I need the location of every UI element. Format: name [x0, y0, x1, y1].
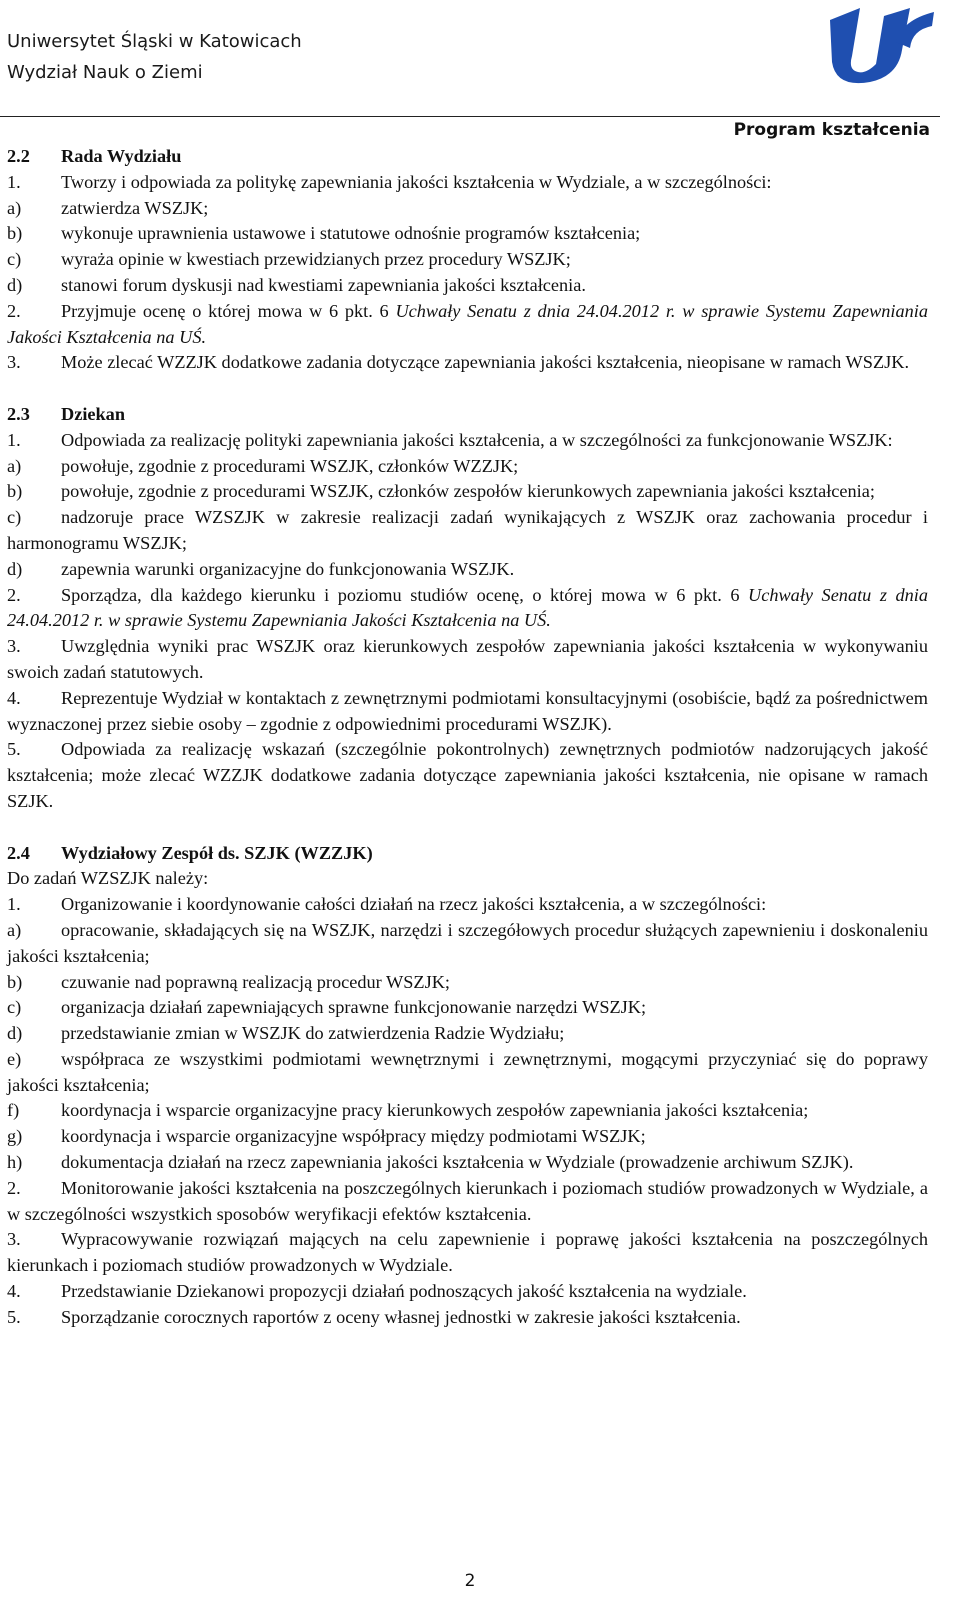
- list-item: b) czuwanie nad poprawną realizacją procedur WSZJK;: [7, 971, 450, 992]
- paragraph: 1. Odpowiada za realizację polityki zapewniania jakości kształcenia, a w szczególności za funkcjonowanie WSZJK:: [7, 429, 893, 450]
- header-rule: [0, 116, 940, 117]
- page-number: 2: [464, 1571, 476, 1591]
- document-body: [7, 144, 928, 1331]
- paragraph: 4. Przedstawianie Dziekanowi propozycji działań podnoszących jakość kształcenia na wydziale.: [7, 1281, 747, 1302]
- paragraph: 2. Monitorowanie jakości kształcenia na poszczególnych kierunkach i poziomach studiów prowadzonych w Wydziale, a w szczególności wszystkich sposobów weryfikacji efektów kształcenia.: [7, 1177, 928, 1224]
- paragraph: 2. Sporządza, dla każdego kierunku i poziomu studiów ocenę, o której mowa w 6 pkt. 6 Uchwały Senatu z dnia 24.04.2012 r. w sprawie Systemu Zapewniania Jakości Kształcenia na UŚ.: [7, 584, 929, 631]
- list-item: d) zapewnia warunki organizacyjne do funkcjonowania WSZJK.: [7, 558, 515, 579]
- list-item: b) powołuje, zgodnie z procedurami WSZJK, członków zespołów kierunkowych zapewniania jakości kształcenia;: [7, 481, 875, 502]
- list-item: c) nadzoruje prace WZSZJK w zakresie realizacji zadań wynikających z WSZJK oraz zachowania procedur i harmonogramu WSZJK;: [7, 507, 928, 553]
- list-item: c) organizacja działań zapewniających sprawne funkcjonowanie narzędzi WSZJK;: [7, 997, 647, 1018]
- document-title: Program kształcenia: [733, 120, 930, 140]
- section-heading-2-4: 2.4 Wydziałowy Zespół ds. SZJK (WZZJK): [7, 842, 373, 863]
- paragraph: 1. Tworzy i odpowiada za politykę zapewniania jakości kształcenia w Wydziale, a w szczególności:: [7, 171, 772, 192]
- list-item: f) koordynacja i wsparcie organizacyjne pracy kierunkowych zespołów zapewniania jakości kształcenia;: [7, 1100, 809, 1121]
- paragraph: 1. Organizowanie i koordynowanie całości działań na rzecz jakości kształcenia, a w szczególności:: [7, 894, 767, 915]
- header-institution: [7, 26, 302, 88]
- list-item: d) stanowi forum dyskusji nad kwestiami zapewniania jakości kształcenia.: [7, 274, 586, 295]
- list-item: b) wykonuje uprawnienia ustawowe i statutowe odnośnie programów kształcenia;: [7, 223, 641, 244]
- paragraph: 2. Przyjmuje ocenę o której mowa w 6 pkt. 6 Uchwały Senatu z dnia 24.04.2012 r. w sprawie Systemu Zapewniania Jakości Kształcenia na UŚ.: [7, 300, 928, 347]
- section-heading-2-2: 2.2 Rada Wydziału: [7, 146, 182, 166]
- list-item: e) współpraca ze wszystkimi podmiotami wewnętrznymi i zewnętrznymi, mogącymi przyczyniać się do poprawy jakości kształcenia;: [7, 1048, 928, 1095]
- section-intro: Do zadań WZSZJK należy:: [7, 868, 209, 889]
- list-item: h) dokumentacja działań na rzecz zapewniania jakości kształcenia w Wydziale (prowadzenie archiwum SZJK).: [7, 1152, 854, 1173]
- university-name: Uniwersytet Śląski w Katowicach: [7, 31, 302, 52]
- list-item: a) powołuje, zgodnie z procedurami WSZJK, członków WZZJK;: [7, 455, 519, 476]
- list-item: a) opracowanie, składających się na WSZJK, narzędzi i szczegółowych procedur służących zapewnieniu i doskonaleniu jakości kształcenia;: [7, 919, 928, 966]
- paragraph: 4. Reprezentuje Wydział w kontaktach z zewnętrznymi podmiotami konsultacyjnymi (osobiście, bądź za pośrednictwem wyznaczonej przez siebie osoby – zgodnie z odpowiednimi procedurami WSZJK).: [7, 687, 928, 734]
- list-item: g) koordynacja i wsparcie organizacyjne współpracy między podmiotami WSZJK;: [7, 1126, 646, 1147]
- us-logo-icon: [826, 4, 936, 86]
- faculty-name: Wydział Nauk o Ziemi: [7, 62, 203, 83]
- list-item: c) wyraża opinie w kwestiach przewidzianych przez procedury WSZJK;: [7, 249, 571, 270]
- paragraph: 3. Wypracowywanie rozwiązań mających na celu zapewnienie i poprawę jakości kształcenia na poszczególnych kierunkach i poziomach studiów prowadzonych w Wydziale.: [7, 1229, 928, 1276]
- paragraph: 3. Uwzględnia wyniki prac WSZJK oraz kierunkowych zespołów zapewniania jakości kształcenia w wykonywaniu swoich zadań statutowych.: [7, 636, 928, 682]
- paragraph: 5. Odpowiada za realizację wskazań (szczególnie pokontrolnych) zewnętrznych podmiotów nadzorujących jakość kształcenia; może zlecać WZZJK dodatkowe zadania dotyczące zapewniania jakości kształcenia, nie opisane w ramach SZJK.: [7, 739, 928, 811]
- list-item: d) przedstawianie zmian w WSZJK do zatwierdzenia Radzie Wydziału;: [7, 1023, 565, 1044]
- list-item: a) zatwierdza WSZJK;: [7, 197, 209, 218]
- paragraph: 5. Sporządzanie corocznych raportów z oceny własnej jednostki w zakresie jakości kształcenia.: [7, 1306, 741, 1327]
- paragraph: 3. Może zlecać WZZJK dodatkowe zadania dotyczące zapewniania jakości kształcenia, nieopisane w ramach WSZJK.: [7, 352, 910, 373]
- section-heading-2-3: 2.3 Dziekan: [7, 403, 125, 424]
